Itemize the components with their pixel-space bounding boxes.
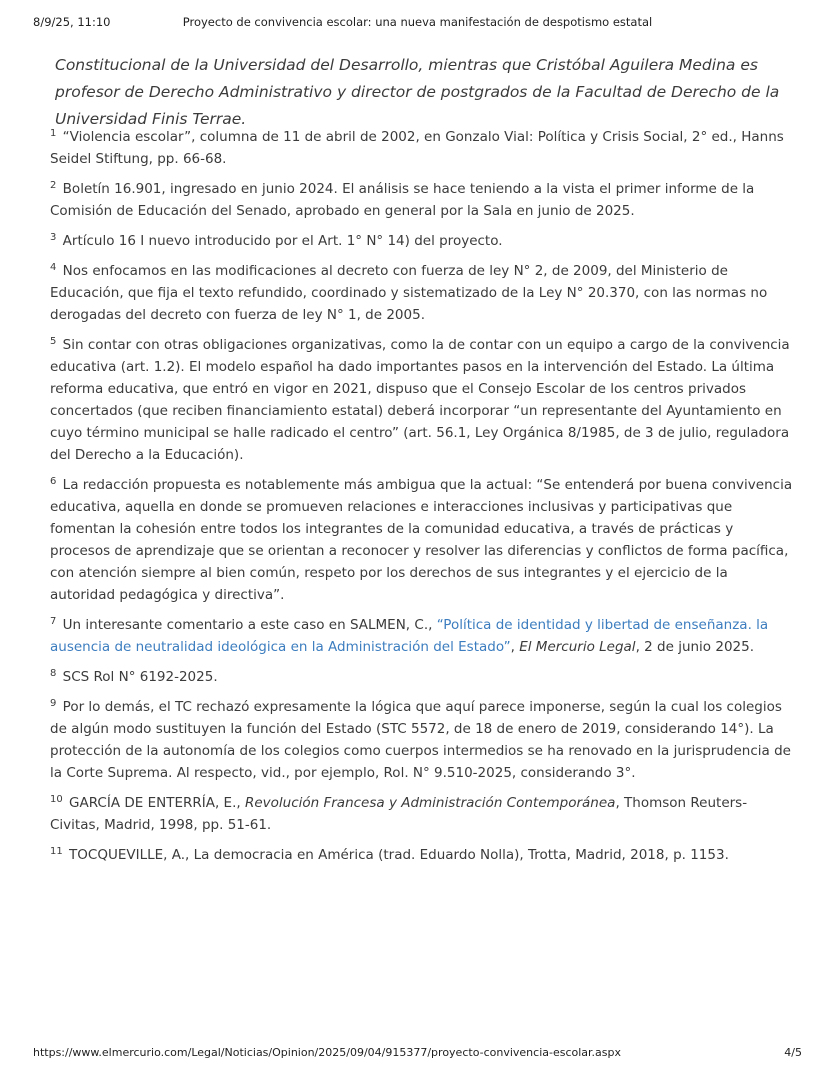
footnote-text: Boletín 16.901, ingresado en junio 2024. El análisis se hace teniendo a la vista el primer informe de la Comisión de Educación del Senado, aprobado en general por la Sala en junio de 2025. [50,181,755,219]
footnote-number: 4 [50,261,57,273]
footnote-text: Por lo demás, el TC rechazó expresamente la lógica que aquí parece imponerse, según la cual los colegios de algún modo sustituyen la función del Estado (STC 5572, de 18 de enero de 2019, considerando 14°). La protección de la autonomía de los colegios como cuerpos intermedios se ha renovado en la jurisprudencia de la Corte Suprema. Al respecto, vid., por ejemplo, Rol. N° 9.510-2025, considerando 3°. [50,699,791,781]
footnote-item [50,334,795,466]
footnote-item [50,666,795,688]
footnote-italic-text: El Mercurio Legal [519,639,636,655]
footer-url: https://www.elmercurio.com/Legal/Noticias/Opinion/2025/09/04/915377/proyecto-convivencia-escolar.aspx [33,1046,622,1059]
footnote-text: TOCQUEVILLE, A., La democracia en América (trad. Eduardo Nolla), Trotta, Madrid, 2018, p. 1153. [69,847,729,863]
footnote-text: Artículo 16 I nuevo introducido por el Art. 1° N° 14) del proyecto. [62,233,503,249]
footnote-text: , 2 de junio 2025. [635,639,755,655]
print-header [0,15,835,31]
footnote-text: Un interesante comentario a este caso en SALMEN, C., [62,617,437,633]
footnote-number: 8 [50,667,57,679]
footnote-italic-text: Revolución Francesa y Administración Contemporánea [244,795,616,811]
footer-page-number: 4/5 [784,1046,802,1059]
footnote-text: La redacción propuesta es notablemente más ambigua que la actual: “Se entenderá por buena convivencia educativa, aquella en donde se promueven relaciones e interacciones inclusivas y participativas que fomentan la cohesión entre todos los integrantes de la comunidad educativa, a través de prácticas y procesos de aprendizaje que se orientan a reconocer y resolver las diferencias y conflictos de forma pacífica, con atención siempre al bien común, respeto por los derechos de sus integrantes y el ejercicio de la autoridad pedagógica y directiva”. [50,477,793,603]
footnote-number: 5 [50,335,57,347]
footnote-link[interactable]: “Política de identidad y libertad de enseñanza. la ausencia de neutralidad ideológica en la Administración del Estado” [50,617,769,655]
footnote-item [50,614,795,658]
footnote-text: GARCÍA DE ENTERRÍA, E., [69,795,245,811]
footnote-item [50,844,795,866]
footnote-number: 10 [50,793,63,805]
footnote-item [50,260,795,326]
footnote-item [50,792,795,836]
footnote-text: SCS Rol N° 6192-2025. [62,669,218,685]
footnote-number: 11 [50,845,63,857]
footnote-number: 1 [50,127,57,139]
header-datetime: 8/9/25, 11:10 [33,15,111,29]
footnote-text: “Violencia escolar”, columna de 11 de abril de 2002, en Gonzalo Vial: Política y Crisis Social, 2° ed., Hanns Seidel Stiftung, pp. 66-68. [50,129,784,167]
footnote-number: 7 [50,615,57,627]
intro-paragraph: Constitucional de la Universidad del Desarrollo, mientras que Cristóbal Aguilera Medina es profesor de Derecho Administrativo y director de postgrados de la Facultad de Derecho de la Universidad Finis Terrae. [55,55,780,128]
footnote-item [50,230,795,252]
footnote-text: , Thomson Reuters-Civitas, Madrid, 1998, pp. 51-61. [50,795,748,833]
header-title: Proyecto de convivencia escolar: una nueva manifestación de despotismo estatal [182,15,653,29]
footnote-number: 3 [50,231,57,243]
footnote-number: 2 [50,179,57,191]
footnote-number: 9 [50,697,57,709]
footnote-text: Sin contar con otras obligaciones organizativas, como la de contar con un equipo a cargo de la convivencia educativa (art. 1.2). El modelo español ha dado importantes pasos en la intervención del Estado. La última reforma educativa, que entró en vigor en 2021, dispuso que el Consejo Escolar de los centros privados concertados (que reciben financiamiento estatal) deberá incorporar “un representante del Ayuntamiento en cuyo término municipal se halle radicado el centro” (art. 56.1, Ley Orgánica 8/1985, de 3 de julio, reguladora del Derecho a la Educación). [50,337,790,463]
footnote-text: Nos enfocamos en las modificaciones al decreto con fuerza de ley N° 2, de 2009, del Ministerio de Educación, que fija el texto refundido, coordinado y sistematizado de la Ley N° 20.370, con las normas no derogadas del decreto con fuerza de ley N° 1, de 2005. [50,263,768,323]
footnotes-list [50,126,795,874]
footnote-item [50,696,795,784]
print-footer [0,1046,835,1060]
footnote-item [50,474,795,606]
footnote-number: 6 [50,475,57,487]
footnote-item [50,126,795,170]
footnote-text: , [510,639,520,655]
footnote-item [50,178,795,222]
